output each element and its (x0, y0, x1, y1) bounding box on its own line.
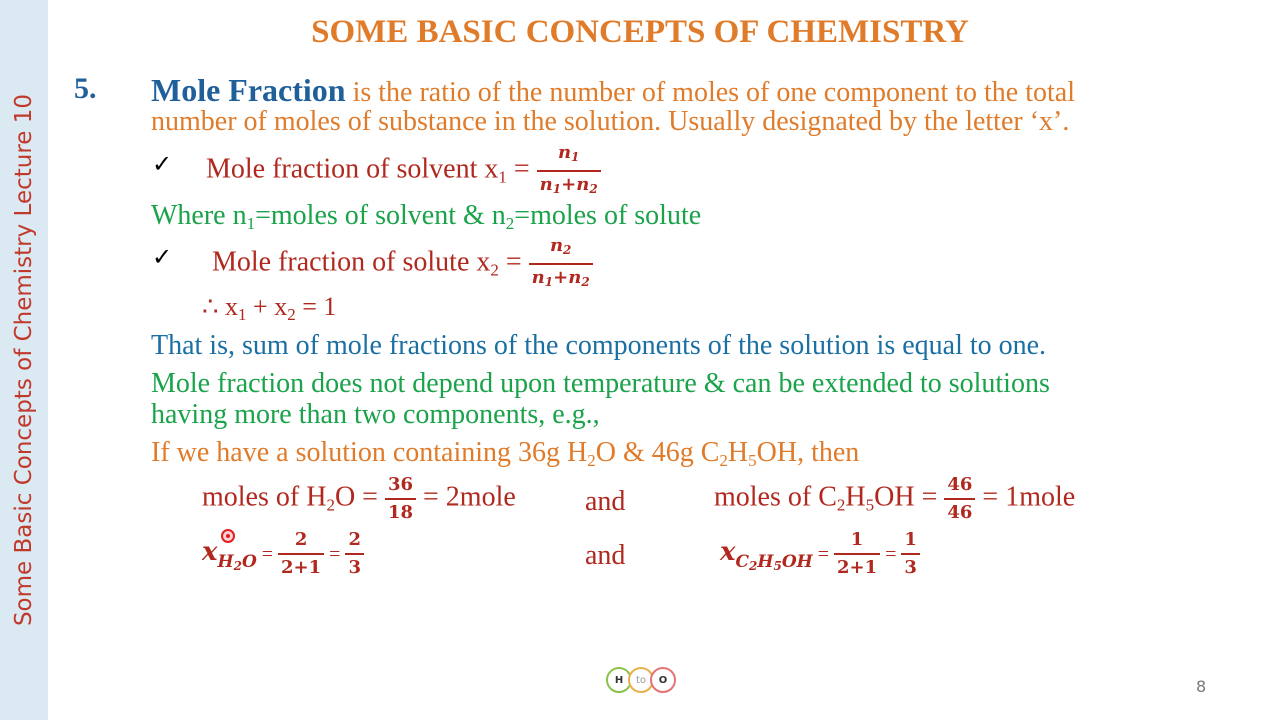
moles-ethanol: moles of $C_2H_5OH$ = $\frac{46}{46}$ = 1mole (714, 472, 1075, 526)
x-ethanol-fraction-2: $\frac{1}{3}$ (901, 527, 920, 581)
solute-fraction (529, 233, 593, 295)
solvent-equals: = (506, 153, 537, 185)
moles-ethanol-fraction: $\frac{46}{46}$ (944, 472, 975, 526)
solute-denominator: $n_1+n_2$ (531, 267, 590, 289)
sidebar (0, 0, 48, 720)
logo-o-atom: O (650, 667, 676, 693)
x-ethanol-symbol: $x_{C_2H_5OH}$ (720, 537, 813, 574)
temperature-line-2: having more than two components, e.g., (151, 399, 600, 430)
x-h2o-fraction-1: $\frac{2}{2+1}$ (278, 527, 324, 581)
solute-numerator: $n_2$ (529, 233, 593, 265)
moles-h2o: moles of $H_2O$ = $\frac{36}{18}$ = 2mole (202, 472, 516, 526)
logo-h-atom: H (606, 667, 632, 693)
sum-equation: ∴ $x_1 + x_2 = 1$ (202, 292, 337, 324)
x-h2o-equation: $x_{H_2O}$ = $\frac{2}{2+1}$ = $\frac{2}{3}$ (202, 527, 364, 581)
slide-title: SOME BASIC CONCEPTS OF CHEMISTRY (311, 14, 969, 50)
definition-line-1 (151, 72, 1075, 109)
solvent-denominator: $n_1+n_2$ (539, 174, 598, 196)
logo-to-text: to (628, 667, 654, 693)
solvent-numerator: $n_1$ (537, 140, 601, 172)
solute-label: Mole fraction of solute x (212, 246, 491, 278)
x-h2o-fraction-2: $\frac{2}{3}$ (345, 527, 364, 581)
item-number: 5. (74, 72, 97, 105)
x-ethanol-equation: $x_{C_2H_5OH}$ = $\frac{1}{2+1}$ = $\frac{1}{3}$ (720, 527, 920, 581)
definition-line-2: number of moles of substance in the solution. Usually designated by the letter ‘x’. (151, 106, 1070, 137)
pointer-cursor-icon (221, 529, 235, 543)
checkmark-icon: ✓ (152, 150, 173, 178)
h-to-o-logo (606, 667, 672, 693)
solvent-sub: 1 (498, 167, 507, 187)
term-mole-fraction: Mole Fraction (151, 72, 346, 108)
moles-h2o-fraction: $\frac{36}{18}$ (385, 472, 416, 526)
checkmark-icon: ✓ (152, 243, 173, 271)
solvent-fraction (537, 140, 601, 202)
example-line: If we have a solution containing 36g $H_2O$ & 46g $C_2H_5OH$, then (151, 437, 860, 470)
where-line: Where $n_1=moles$ of solvent & $n_2=moles$ of solute (151, 200, 702, 233)
definition-text-1: is the ratio of the number of moles of one component to the total (345, 77, 1075, 108)
solute-formula: Mole fraction of solute $x_2$ = $\frac{n_2}{n_1+n_2}$ (212, 233, 593, 295)
sidebar-lecture-title: Some Basic Concepts of Chemistry Lecture 10 (11, 93, 37, 627)
solvent-formula (206, 140, 601, 202)
x-h2o-symbol: $x_{H_2O}$ (202, 537, 257, 574)
page-number: 8 (1196, 677, 1207, 696)
and-text-2: and (585, 540, 626, 571)
solvent-label: Mole fraction of solvent x (206, 153, 499, 185)
that-is-line: That is, sum of mole fractions of the components of the solution is equal to one. (151, 330, 1047, 361)
and-text-1: and (585, 486, 626, 517)
temperature-line-1: Mole fraction does not depend upon temperature & can be extended to solutions (151, 368, 1050, 399)
x-ethanol-fraction-1: $\frac{1}{2+1}$ (834, 527, 880, 581)
